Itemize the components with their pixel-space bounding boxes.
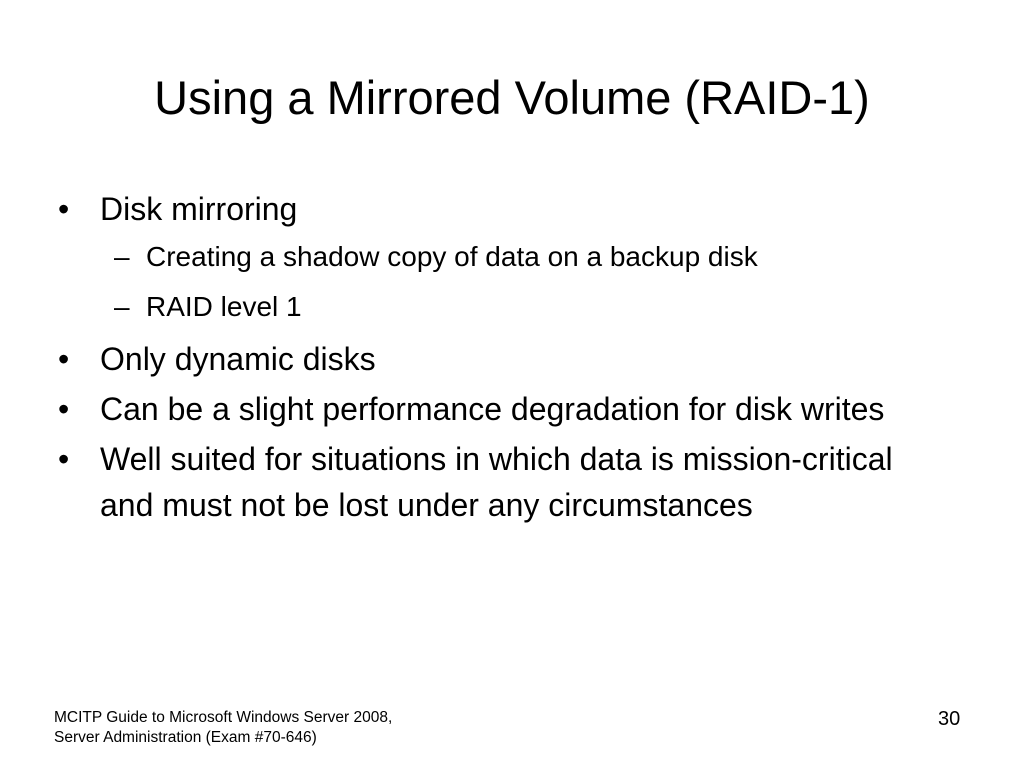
sub-bullet-shadow-copy [58,236,938,278]
bullet-mission-critical [58,436,938,528]
sub-bullet-text: Creating a shadow copy of data on a backup disk [146,241,758,272]
bullet-text: Well suited for situations in which data is mission-critical and must not be lost under any circumstances [100,441,893,523]
footer-course-info [54,708,392,748]
sub-bullet-raid-level [58,286,938,328]
page-number: 30 [938,708,961,730]
sub-bullet-text: RAID level 1 [146,291,302,322]
bullet-text: Only dynamic disks [100,341,376,377]
dash-marker: – [114,291,130,322]
bullet-performance [58,386,938,432]
bullet-marker: • [58,391,70,427]
bullet-text: Can be a slight performance degradation for disk writes [100,391,885,427]
bullet-text: Disk mirroring [100,191,298,227]
bullet-marker: • [58,341,70,377]
bullet-list [58,186,938,532]
dash-marker: – [114,241,130,272]
slide-title: Using a Mirrored Volume (RAID-1) [154,71,870,124]
bullet-marker: • [58,191,70,227]
footer-line-2: Server Administration (Exam #70-646) [54,729,317,746]
footer-line-1: MCITP Guide to Microsoft Windows Server 2008, [54,709,393,726]
bullet-dynamic-disks [58,336,938,382]
bullet-disk-mirroring [58,186,938,232]
bullet-marker: • [58,441,70,477]
